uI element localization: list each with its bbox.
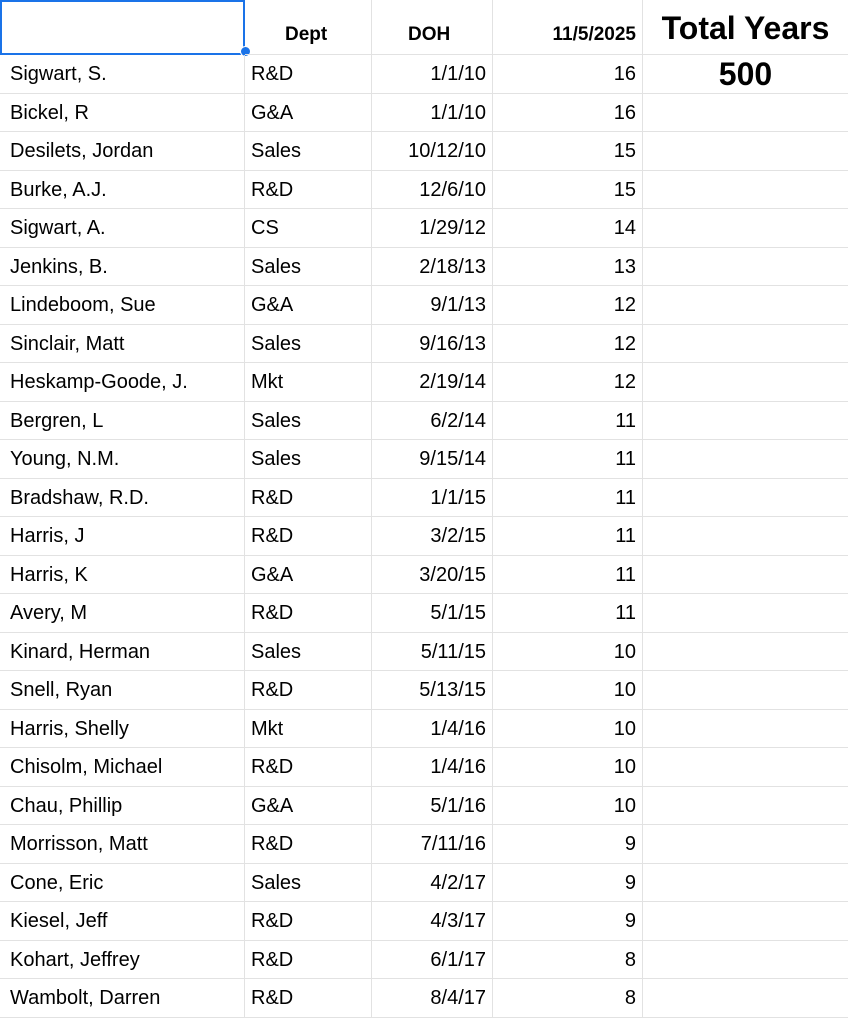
cell-dept[interactable]: CS	[245, 209, 372, 248]
cell-empty[interactable]	[643, 787, 848, 826]
cell-empty[interactable]	[643, 94, 848, 133]
cell-empty[interactable]	[643, 248, 848, 287]
cell-dept[interactable]: Sales	[245, 402, 372, 441]
cell-years[interactable]: 15	[493, 171, 643, 210]
cell-years[interactable]: 11	[493, 402, 643, 441]
cell-name[interactable]: Bradshaw, R.D.	[0, 479, 245, 518]
table-row	[0, 633, 848, 672]
table-row	[0, 710, 848, 749]
table-row	[0, 94, 848, 133]
cell-doh[interactable]: 2/18/13	[372, 248, 493, 287]
cell-years[interactable]: 16	[493, 55, 643, 94]
table-row	[0, 941, 848, 980]
cell-years[interactable]: 11	[493, 517, 643, 556]
cell-years[interactable]: 11	[493, 594, 643, 633]
cell-doh[interactable]: 5/1/16	[372, 787, 493, 826]
cell-doh[interactable]: 6/2/14	[372, 402, 493, 441]
cell-name[interactable]: Sigwart, S.	[0, 55, 245, 94]
cell-doh[interactable]: 5/1/15	[372, 594, 493, 633]
cell-empty[interactable]	[643, 132, 848, 171]
cell-doh[interactable]: 7/11/16	[372, 825, 493, 864]
cell-empty[interactable]	[643, 517, 848, 556]
table-row	[0, 748, 848, 787]
cell-dept[interactable]: R&D	[245, 671, 372, 710]
cell-empty[interactable]	[643, 209, 848, 248]
table-row	[0, 479, 848, 518]
table-row	[0, 864, 848, 903]
cell-empty[interactable]	[643, 748, 848, 787]
cell-empty[interactable]	[643, 286, 848, 325]
table-row	[0, 55, 848, 94]
cell-empty[interactable]	[643, 979, 848, 1018]
cell-years[interactable]: 10	[493, 671, 643, 710]
cell-name[interactable]: Sinclair, Matt	[0, 325, 245, 364]
cell-dept[interactable]: Mkt	[245, 363, 372, 402]
cell-doh[interactable]: 1/29/12	[372, 209, 493, 248]
cell-years[interactable]: 15	[493, 132, 643, 171]
cell-name[interactable]: Harris, Shelly	[0, 710, 245, 749]
cell-name[interactable]: Kohart, Jeffrey	[0, 941, 245, 980]
cell-empty[interactable]	[643, 633, 848, 672]
cell-years[interactable]: 8	[493, 941, 643, 980]
cell-dept[interactable]: Sales	[245, 864, 372, 903]
cell-name[interactable]: Harris, K	[0, 556, 245, 595]
cell-empty[interactable]	[643, 479, 848, 518]
cell-doh[interactable]: 12/6/10	[372, 171, 493, 210]
table-row	[0, 248, 848, 287]
cell-years[interactable]: 11	[493, 479, 643, 518]
cell-name[interactable]: Chisolm, Michael	[0, 748, 245, 787]
cell-empty[interactable]	[643, 594, 848, 633]
cell-name[interactable]: Cone, Eric	[0, 864, 245, 903]
cell-name[interactable]: Wambolt, Darren	[0, 979, 245, 1018]
cell-empty[interactable]	[643, 556, 848, 595]
cell-years[interactable]: 9	[493, 864, 643, 903]
cell-years[interactable]: 8	[493, 979, 643, 1018]
table-row	[0, 402, 848, 441]
cell-name[interactable]: Snell, Ryan	[0, 671, 245, 710]
cell-empty[interactable]	[643, 440, 848, 479]
cell-dept[interactable]: R&D	[245, 594, 372, 633]
cell-dept[interactable]: R&D	[245, 479, 372, 518]
cell-name[interactable]: Morrisson, Matt	[0, 825, 245, 864]
cell-doh[interactable]: 2/19/14	[372, 363, 493, 402]
cell-empty[interactable]	[643, 864, 848, 903]
cell-years[interactable]: 10	[493, 748, 643, 787]
cell-dept[interactable]: R&D	[245, 55, 372, 94]
cell-doh[interactable]: 9/15/14	[372, 440, 493, 479]
cell-empty[interactable]	[643, 325, 848, 364]
table-row	[0, 594, 848, 633]
cell-name[interactable]: Young, N.M.	[0, 440, 245, 479]
cell-name[interactable]: Burke, A.J.	[0, 171, 245, 210]
cell-dept[interactable]: Sales	[245, 325, 372, 364]
cell-name[interactable]: Bickel, R	[0, 94, 245, 133]
cell-name[interactable]: Chau, Phillip	[0, 787, 245, 826]
table-row	[0, 825, 848, 864]
cell-doh[interactable]: 4/2/17	[372, 864, 493, 903]
cell-dept[interactable]: G&A	[245, 286, 372, 325]
cell-years[interactable]: 16	[493, 94, 643, 133]
table-row	[0, 671, 848, 710]
cell-years[interactable]: 9	[493, 902, 643, 941]
table-row	[0, 325, 848, 364]
cell-years[interactable]: 14	[493, 209, 643, 248]
cell-doh[interactable]: 1/1/10	[372, 94, 493, 133]
cell-doh[interactable]: 8/4/17	[372, 979, 493, 1018]
cell-doh[interactable]: 10/12/10	[372, 132, 493, 171]
cell-doh[interactable]: 5/11/15	[372, 633, 493, 672]
cell-dept[interactable]: Sales	[245, 248, 372, 287]
cell-empty[interactable]	[643, 902, 848, 941]
cell-name[interactable]: Lindeboom, Sue	[0, 286, 245, 325]
header-dept[interactable]: Dept	[245, 0, 372, 55]
table-row	[0, 787, 848, 826]
cell-name[interactable]: Sigwart, A.	[0, 209, 245, 248]
cell-dept[interactable]: R&D	[245, 748, 372, 787]
cell-empty[interactable]	[643, 402, 848, 441]
cell-doh[interactable]: 1/1/15	[372, 479, 493, 518]
cell-dept[interactable]: G&A	[245, 94, 372, 133]
cell-empty[interactable]	[643, 710, 848, 749]
header-doh[interactable]: DOH	[372, 0, 493, 55]
cell-name[interactable]: Desilets, Jordan	[0, 132, 245, 171]
cell-dept[interactable]: R&D	[245, 902, 372, 941]
cell-doh[interactable]: 1/4/16	[372, 710, 493, 749]
cell-dept[interactable]: R&D	[245, 825, 372, 864]
cell-years[interactable]: 12	[493, 363, 643, 402]
table-row	[0, 440, 848, 479]
cell-empty[interactable]	[643, 825, 848, 864]
cell-empty[interactable]	[643, 671, 848, 710]
cell-dept[interactable]: Mkt	[245, 710, 372, 749]
cell-years[interactable]: 10	[493, 710, 643, 749]
cell-years[interactable]: 11	[493, 440, 643, 479]
header-total-years[interactable]: Total Years	[643, 0, 848, 55]
cell-name[interactable]: Kinard, Herman	[0, 633, 245, 672]
header-date[interactable]: 11/5/2025	[493, 0, 643, 55]
cell-dept[interactable]: R&D	[245, 517, 372, 556]
cell-empty[interactable]	[643, 941, 848, 980]
table-row	[0, 363, 848, 402]
cell-doh[interactable]: 4/3/17	[372, 902, 493, 941]
cell-a1-selected[interactable]	[0, 0, 245, 55]
cell-years[interactable]: 12	[493, 325, 643, 364]
table-row	[0, 132, 848, 171]
cell-dept[interactable]: R&D	[245, 979, 372, 1018]
cell-name[interactable]: Heskamp-Goode, J.	[0, 363, 245, 402]
table-row	[0, 171, 848, 210]
cell-years[interactable]: 12	[493, 286, 643, 325]
cell-dept[interactable]: Sales	[245, 633, 372, 672]
cell-dept[interactable]: R&D	[245, 171, 372, 210]
cell-name[interactable]: Jenkins, B.	[0, 248, 245, 287]
cell-years[interactable]: 10	[493, 787, 643, 826]
cell-name[interactable]: Harris, J	[0, 517, 245, 556]
table-row	[0, 556, 848, 595]
cell-name[interactable]: Bergren, L	[0, 402, 245, 441]
cell-dept[interactable]: Sales	[245, 132, 372, 171]
cell-years[interactable]: 13	[493, 248, 643, 287]
table-row	[0, 902, 848, 941]
cell-dept[interactable]: G&A	[245, 556, 372, 595]
cell-name[interactable]: Kiesel, Jeff	[0, 902, 245, 941]
cell-dept[interactable]: Sales	[245, 440, 372, 479]
cell-years[interactable]: 11	[493, 556, 643, 595]
cell-doh[interactable]: 6/1/17	[372, 941, 493, 980]
cell-empty[interactable]	[643, 171, 848, 210]
cell-doh[interactable]: 1/4/16	[372, 748, 493, 787]
cell-doh[interactable]: 9/1/13	[372, 286, 493, 325]
table-row	[0, 209, 848, 248]
cell-empty[interactable]	[643, 363, 848, 402]
table-row	[0, 517, 848, 556]
cell-doh[interactable]: 3/20/15	[372, 556, 493, 595]
cell-years[interactable]: 10	[493, 633, 643, 672]
cell-doh[interactable]: 5/13/15	[372, 671, 493, 710]
table-row	[0, 286, 848, 325]
total-years-value[interactable]: 500	[643, 55, 848, 94]
cell-doh[interactable]: 3/2/15	[372, 517, 493, 556]
cell-dept[interactable]: R&D	[245, 941, 372, 980]
cell-dept[interactable]: G&A	[245, 787, 372, 826]
cell-name[interactable]: Avery, M	[0, 594, 245, 633]
cell-years[interactable]: 9	[493, 825, 643, 864]
table-row	[0, 979, 848, 1018]
cell-doh[interactable]: 1/1/10	[372, 55, 493, 94]
header-row	[0, 0, 848, 55]
cell-doh[interactable]: 9/16/13	[372, 325, 493, 364]
